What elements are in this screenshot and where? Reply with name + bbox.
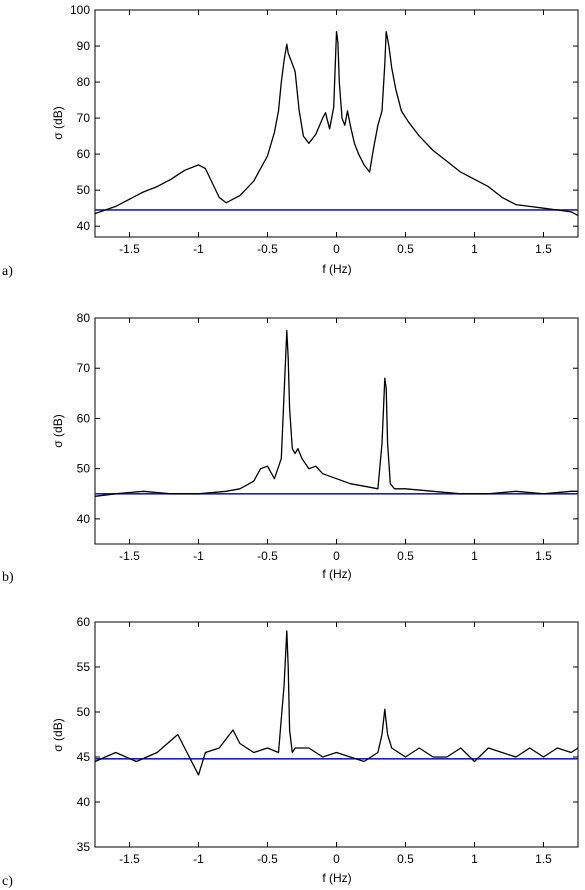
panel-label-b: b) [2,570,14,585]
panel-c [2,615,578,889]
xlabel-a: f (Hz) [322,262,352,276]
ytick-label-a-5: 90 [76,39,90,54]
panel-a [2,3,578,279]
xtick-label-b-1: -1 [193,549,204,563]
ytick-label-a-2: 60 [76,147,90,162]
xtick-label-a-4: 0.5 [397,242,414,256]
xlabel-b: f (Hz) [322,567,352,581]
xtick-label-a-6: 1.5 [535,242,552,256]
xtick-label-c-4: 0.5 [397,852,414,866]
xtick-label-c-3: 0 [333,852,340,866]
ytick-label-b-0: 40 [76,511,90,526]
xtick-label-a-0: -1.5 [119,242,140,256]
plot-area-c [95,622,578,847]
ylabel-c: σ (dB) [51,718,65,752]
panel-b [2,311,578,585]
ytick-label-a-1: 50 [76,183,90,198]
ytick-label-b-3: 70 [76,361,90,376]
ytick-label-b-2: 60 [76,411,90,426]
ytick-label-a-6: 100 [69,3,90,17]
ytick-label-a-3: 70 [76,111,90,126]
ytick-label-c-1: 40 [76,795,90,809]
xtick-label-b-6: 1.5 [535,549,552,563]
xlabel-c: f (Hz) [322,871,352,885]
xtick-label-b-3: 0 [333,549,340,563]
panel-label-a: a) [2,264,13,279]
xtick-label-a-5: 1 [471,242,478,256]
ytick-label-c-0: 35 [76,840,90,854]
xtick-label-b-0: -1.5 [119,549,140,563]
ytick-label-c-3: 50 [76,705,90,719]
ytick-label-c-4: 55 [76,660,90,674]
xtick-label-b-4: 0.5 [397,549,414,563]
ylabel-a: σ (dB) [51,106,65,140]
ytick-label-b-4: 80 [76,311,90,325]
xtick-label-b-2: -0.5 [257,549,278,563]
ytick-label-a-0: 40 [76,219,90,234]
panel-label-c: c) [2,874,13,889]
xtick-label-a-3: 0 [333,242,340,256]
xtick-label-a-2: -0.5 [257,242,278,256]
plot-area-b [95,318,578,544]
ylabel-b: σ (dB) [51,414,65,448]
ytick-label-a-4: 80 [76,75,90,90]
xtick-label-a-1: -1 [193,242,204,256]
xtick-label-b-5: 1 [471,549,478,563]
xtick-label-c-5: 1 [471,852,478,866]
xtick-label-c-0: -1.5 [119,852,140,866]
xtick-label-c-6: 1.5 [535,852,552,866]
xtick-label-c-1: -1 [193,852,204,866]
ytick-label-b-1: 50 [76,461,90,476]
ytick-label-c-2: 45 [76,750,90,764]
xtick-label-c-2: -0.5 [257,852,278,866]
ytick-label-c-5: 60 [76,615,90,629]
